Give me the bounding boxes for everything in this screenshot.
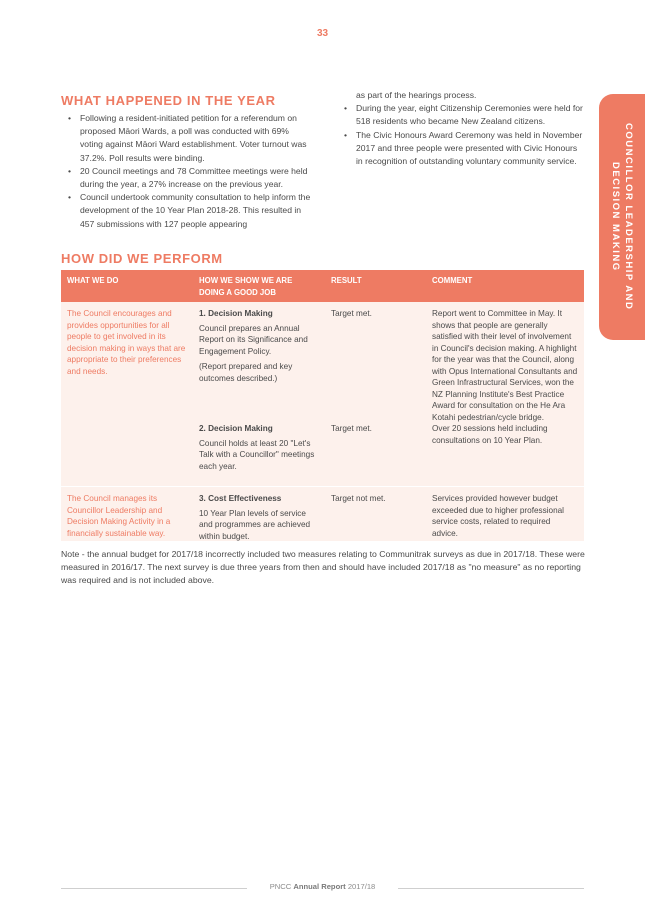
comment-cell: Over 20 sessions held including consultations on 10 Year Plan. [432, 424, 548, 445]
result-cell: Target met. [331, 309, 372, 318]
list-item-continuation: as part of the hearings process. [356, 90, 477, 100]
footer-org: PNCC [269, 882, 292, 891]
page-footer [61, 882, 584, 894]
list-item: • Following a resident-initiated petition for a referendum on proposed Māori Wards, a poll was conducted with 69% voting against Māori Ward establishment. Voter turnout was 37.2%. Poll results were binding. [68, 112, 312, 165]
header-result: RESULT [331, 276, 362, 285]
what-happened-heading: WHAT HAPPENED IN THE YEAR [61, 93, 276, 108]
budget-note: Note - the annual budget for 2017/18 incorrectly included two measures relating to Communitrak surveys as due in 2017/18. These were measured in 2016/17. The next survey is due three years from then and should have included 2017/18 as "no measure" as no reporting was required and is not included above. [61, 549, 585, 586]
measure-text: Council holds at least 20 "Let's Talk with a Councillor" meetings each year. [199, 438, 315, 471]
measure-text: Council prepares an Annual Report on its Significance and Engagement Policy. [199, 323, 308, 356]
list-item: • The Civic Honours Award Ceremony was held in November 2017 and three people were presented with Civic Honours in recognition of outstanding voluntary community service. [344, 129, 584, 169]
what-happened-right-list [344, 89, 584, 168]
measure-title: 2. Decision Making [199, 424, 273, 433]
table-row [61, 486, 584, 541]
list-item: • 20 Council meetings and 78 Committee meetings were held during the year, a 27% increase on the previous year. [68, 165, 312, 191]
what-we-do-cell: The Council manages its Councillor Leadership and Decision Making Activity in a financially sustainable way. [67, 494, 171, 538]
header-what-we-do: WHAT WE DO [67, 276, 119, 285]
list-item: • Council undertook community consultation to help inform the development of the 10 Year Plan 2018-28. This resulted in 457 submissions with 127 people appearing [68, 191, 312, 231]
performance-table [61, 270, 584, 541]
footer-year: 2017/18 [347, 882, 376, 891]
measure-title: 1. Decision Making [199, 309, 273, 318]
table-row [61, 302, 584, 422]
measure-cell [193, 487, 325, 541]
side-tab-label: COUNCILLOR LEADERSHIP AND DECISION MAKING [610, 123, 634, 311]
header-comment: COMMENT [432, 276, 473, 285]
table-row [61, 417, 584, 486]
comment-cell: Services provided however budget exceeded due to higher professional service costs, related to required advice. [432, 494, 565, 538]
measure-text: 10 Year Plan levels of service and programmes are achieved within budget. [199, 508, 311, 541]
what-we-do-cell: The Council encourages and provides opportunities for all people to get involved in its decision making in ways that are appropriate to their preferences and needs. [67, 309, 186, 376]
table-header [61, 270, 584, 302]
how-did-we-perform-heading: HOW DID WE PERFORM [61, 251, 223, 266]
result-cell: Target met. [331, 424, 372, 433]
measure-title: 3. Cost Effectiveness [199, 494, 282, 503]
footer-text [61, 882, 584, 891]
list-item: • During the year, eight Citizenship Ceremonies were held for 518 residents who became New Zealand citizens. [344, 102, 584, 128]
measure-text: (Report prepared and key outcomes described.) [199, 362, 293, 383]
measure-cell [193, 302, 325, 417]
page-number: 33 [316, 28, 329, 39]
what-we-do-cell [61, 417, 193, 486]
section-side-tab [599, 94, 645, 340]
measure-cell [193, 417, 325, 486]
footer-label: Annual Report [293, 882, 346, 891]
comment-cell: Report went to Committee in May. It shows that people are generally satisfied with their level of involvement in Council's decision making. A highlight for the year was that the Council, along with Opus International Consultants and Green Infrastructural Services, won the NZ Planning Institute's Best Practice Award for consultation on the He Ara Kotahi pedestrian/cycle bridge. [432, 309, 578, 422]
result-cell: Target not met. [331, 494, 386, 503]
header-how-we-show: HOW WE SHOW WE ARE DOING A GOOD JOB [199, 276, 293, 297]
what-happened-left-list [68, 112, 312, 231]
